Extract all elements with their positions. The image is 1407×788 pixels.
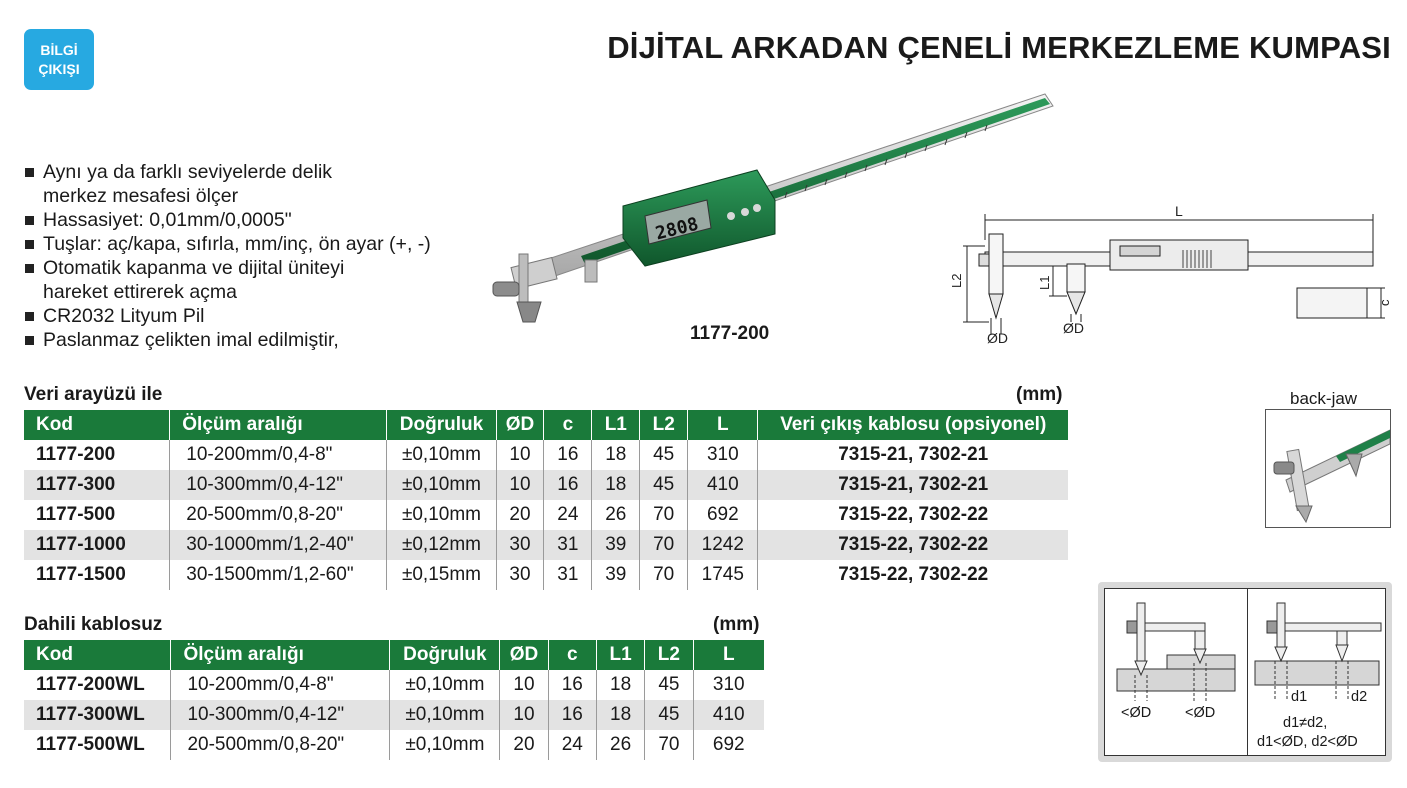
cell-cable: 7315-21, 7302-21 (758, 470, 1068, 500)
col-header-range: Ölçüm aralığı (171, 640, 390, 670)
cell-l2: 45 (645, 670, 693, 700)
cell-l1: 26 (596, 730, 644, 760)
usage-label-right-od: <ØD (1185, 705, 1216, 721)
cell-l2: 45 (640, 440, 688, 470)
cell-code: 1177-200WL (24, 670, 171, 700)
cell-l1: 18 (592, 470, 640, 500)
backjaw-illustration (1266, 410, 1390, 527)
table-row (24, 560, 1068, 590)
cell-accuracy: ±0,10mm (387, 440, 496, 470)
col-header-l2: L2 (645, 640, 693, 670)
cell-range: 20-500mm/0,8-20" (171, 730, 390, 760)
feature-list (24, 160, 431, 352)
col-header-code: Kod (24, 640, 171, 670)
col-header-l: L (688, 410, 758, 440)
cell-cable: 7315-21, 7302-21 (758, 440, 1068, 470)
col-header-accuracy: Doğruluk (387, 410, 496, 440)
cell-l1: 18 (592, 440, 640, 470)
cell-l: 1745 (688, 560, 758, 590)
cell-l: 692 (688, 500, 758, 530)
cell-cable: 7315-22, 7302-22 (758, 530, 1068, 560)
col-header-l2: L2 (640, 410, 688, 440)
cell-accuracy: ±0,10mm (387, 470, 496, 500)
badge-line-2: ÇIKIŞI (38, 60, 80, 77)
spec-table-wireless (24, 640, 764, 760)
cell-l1: 26 (592, 500, 640, 530)
cell-od: 10 (500, 670, 548, 700)
dim-label-c: c (1377, 299, 1392, 306)
cell-cable: 7315-22, 7302-22 (758, 560, 1068, 590)
usage-illustration (1105, 589, 1387, 757)
spec-table-data-interface (24, 410, 1068, 590)
cell-accuracy: ±0,12mm (387, 530, 496, 560)
cell-l: 410 (688, 470, 758, 500)
cell-c: 16 (544, 470, 592, 500)
cell-range: 10-200mm/0,4-8" (171, 670, 390, 700)
cell-range: 10-200mm/0,4-8" (170, 440, 387, 470)
table-header-row (24, 410, 1068, 440)
cell-od: 20 (496, 500, 544, 530)
product-code-caption: 1177-200 (690, 323, 770, 344)
cell-code: 1177-1500 (24, 560, 170, 590)
cell-l2: 45 (640, 470, 688, 500)
table-row (24, 470, 1068, 500)
cell-accuracy: ±0,10mm (387, 500, 496, 530)
cell-c: 31 (544, 560, 592, 590)
cell-accuracy: ±0,15mm (387, 560, 496, 590)
usage-diagram (1098, 582, 1392, 762)
col-header-code: Kod (24, 410, 170, 440)
cell-od: 10 (496, 470, 544, 500)
cell-code: 1177-500 (24, 500, 170, 530)
cell-l2: 70 (640, 500, 688, 530)
cell-l2: 70 (645, 730, 693, 760)
usage-label-d1: d1 (1291, 689, 1308, 705)
cell-l: 310 (688, 440, 758, 470)
table-row (24, 500, 1068, 530)
cell-range: 30-1500mm/1,2-60" (170, 560, 387, 590)
badge-line-1: BİLGİ (40, 41, 78, 58)
usage-label-d2: d2 (1351, 689, 1368, 705)
page-title: DİJİTAL ARKADAN ÇENELİ MERKEZLEME KUMPASI (607, 30, 1391, 65)
cell-c: 24 (548, 730, 596, 760)
info-output-badge (24, 29, 94, 90)
cell-accuracy: ±0,10mm (390, 730, 500, 760)
table-row (24, 440, 1068, 470)
cell-code: 1177-300WL (24, 700, 171, 730)
cell-c: 16 (548, 700, 596, 730)
table-header-row (24, 640, 764, 670)
dim-label-L1: L1 (1037, 275, 1052, 290)
feature-item: Tuşlar: aç/kapa, sıfırla, mm/inç, ön ayar (+, -) (24, 232, 431, 256)
cell-c: 24 (544, 500, 592, 530)
cell-l1: 18 (596, 700, 644, 730)
backjaw-caption: back-jaw (1290, 389, 1358, 408)
cell-c: 16 (548, 670, 596, 700)
cell-accuracy: ±0,10mm (390, 700, 500, 730)
cell-l1: 39 (592, 530, 640, 560)
cell-code: 1177-500WL (24, 730, 171, 760)
section-title-data-interface: Veri arayüzü ile (24, 384, 163, 405)
col-header-accuracy: Doğruluk (390, 640, 500, 670)
table-row (24, 730, 764, 760)
dim-label-od-left: ØD (987, 330, 1008, 346)
section-title-wireless: Dahili kablosuz (24, 614, 163, 635)
feature-item: Hassasiyet: 0,01mm/0,0005" (24, 208, 431, 232)
col-header-c: c (548, 640, 596, 670)
cell-range: 30-1000mm/1,2-40" (170, 530, 387, 560)
col-header-cable: Veri çıkış kablosu (opsiyonel) (758, 410, 1068, 440)
dim-label-od-right: ØD (1063, 320, 1084, 336)
cell-c: 16 (544, 440, 592, 470)
cell-c: 31 (544, 530, 592, 560)
col-header-l: L (693, 640, 764, 670)
cell-l: 410 (693, 700, 764, 730)
cell-range: 10-300mm/0,4-12" (171, 700, 390, 730)
col-header-od: ØD (500, 640, 548, 670)
cell-range: 20-500mm/0,8-20" (170, 500, 387, 530)
usage-label-left-od: <ØD (1121, 705, 1152, 721)
table-row (24, 530, 1068, 560)
feature-item: Aynı ya da farklı seviyelerde delik merkez mesafesi ölçer (24, 160, 431, 208)
unit-label-table2: (mm) (713, 614, 760, 635)
cell-l: 310 (693, 670, 764, 700)
cell-l: 1242 (688, 530, 758, 560)
col-header-l1: L1 (592, 410, 640, 440)
cell-od: 30 (496, 530, 544, 560)
usage-condition-1: d1≠d2, (1283, 715, 1328, 731)
cell-od: 10 (500, 700, 548, 730)
col-header-od: ØD (496, 410, 544, 440)
cell-l2: 70 (640, 560, 688, 590)
unit-label-table1: (mm) (1016, 384, 1063, 405)
col-header-range: Ölçüm aralığı (170, 410, 387, 440)
col-header-l1: L1 (596, 640, 644, 670)
table-row (24, 670, 764, 700)
cell-l2: 45 (645, 700, 693, 730)
usage-condition-2: d1<ØD, d2<ØD (1257, 734, 1358, 750)
dimension-drawing (945, 200, 1395, 350)
cell-od: 30 (496, 560, 544, 590)
cell-l: 692 (693, 730, 764, 760)
cell-l1: 18 (596, 670, 644, 700)
feature-item: Paslanmaz çelikten imal edilmiştir, (24, 328, 431, 352)
dim-label-L2: L2 (949, 273, 964, 288)
cell-od: 20 (500, 730, 548, 760)
cell-code: 1177-1000 (24, 530, 170, 560)
dim-label-L: L (1175, 203, 1183, 219)
cell-code: 1177-200 (24, 440, 170, 470)
cell-od: 10 (496, 440, 544, 470)
cell-code: 1177-300 (24, 470, 170, 500)
cell-l2: 70 (640, 530, 688, 560)
table-row (24, 700, 764, 730)
col-header-c: c (544, 410, 592, 440)
feature-item: Otomatik kapanma ve dijital üniteyi hareket ettirerek açma (24, 256, 431, 304)
backjaw-image (1265, 409, 1391, 528)
feature-item: CR2032 Lityum Pil (24, 304, 431, 328)
cell-accuracy: ±0,10mm (390, 670, 500, 700)
usage-diagram-panel (1104, 588, 1386, 756)
cell-l1: 39 (592, 560, 640, 590)
cell-range: 10-300mm/0,4-12" (170, 470, 387, 500)
display-reading: 2808 (653, 213, 701, 245)
cell-cable: 7315-22, 7302-22 (758, 500, 1068, 530)
